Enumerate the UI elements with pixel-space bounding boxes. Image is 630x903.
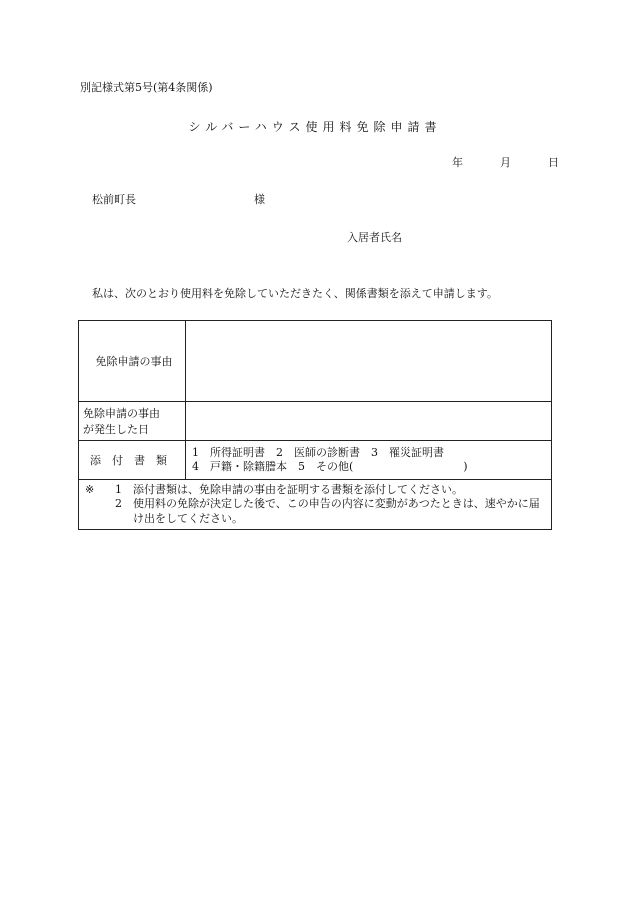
table-row [79,480,552,530]
occurrence-date-label-line1: 免除申請の事由 [83,407,160,420]
documents-label-cell [79,441,186,480]
date-year-label: 年 [452,156,463,169]
note-mark: ※ [85,483,95,496]
declaration-text: 私は、次のとおり使用料を免除していただきたく、関係書類を添えて申請します。 [92,287,498,300]
documents-line-2: 4 戸籍・除籍謄本 5 その他( ) [192,460,468,473]
table-row [79,321,552,402]
resident-name-label: 入居者氏名 [347,231,402,244]
date-month-label: 月 [500,156,511,169]
documents-label: 添付書類 [90,454,178,467]
date-day-label: 日 [548,156,559,169]
note-item [85,497,545,526]
note-text: 使用料の免除が決定した後で、この申告の内容に変動があつたときは、速やかに届け出をしてください。 [133,497,540,525]
form-identifier: 別記様式第5号(第4条関係) [80,81,213,94]
notes-cell [79,480,552,530]
occurrence-date-label [79,402,186,441]
note-text: 添付書類は、免除申請の事由を証明する書類を添付してください。 [133,483,463,496]
documents-list [186,441,552,480]
addressee: 松前町長 [92,193,136,206]
occurrence-date-field[interactable] [186,402,552,441]
table-row [79,402,552,441]
date-row [452,156,559,169]
document-title: シルバーハウス使用料免除申請書 [188,120,442,134]
occurrence-date-label-line2: が発生した日 [83,423,149,436]
table-row [79,441,552,480]
reason-field[interactable] [186,321,552,402]
honorific: 様 [254,193,265,206]
note-number: 2 [115,497,122,511]
note-item [85,483,545,497]
documents-line-1: 1 所得証明書 2 医師の診断書 3 罹災証明書 [192,446,444,460]
reason-label: 免除申請の事由 [79,321,186,402]
note-number: 1 [115,483,122,496]
application-table [78,320,552,530]
